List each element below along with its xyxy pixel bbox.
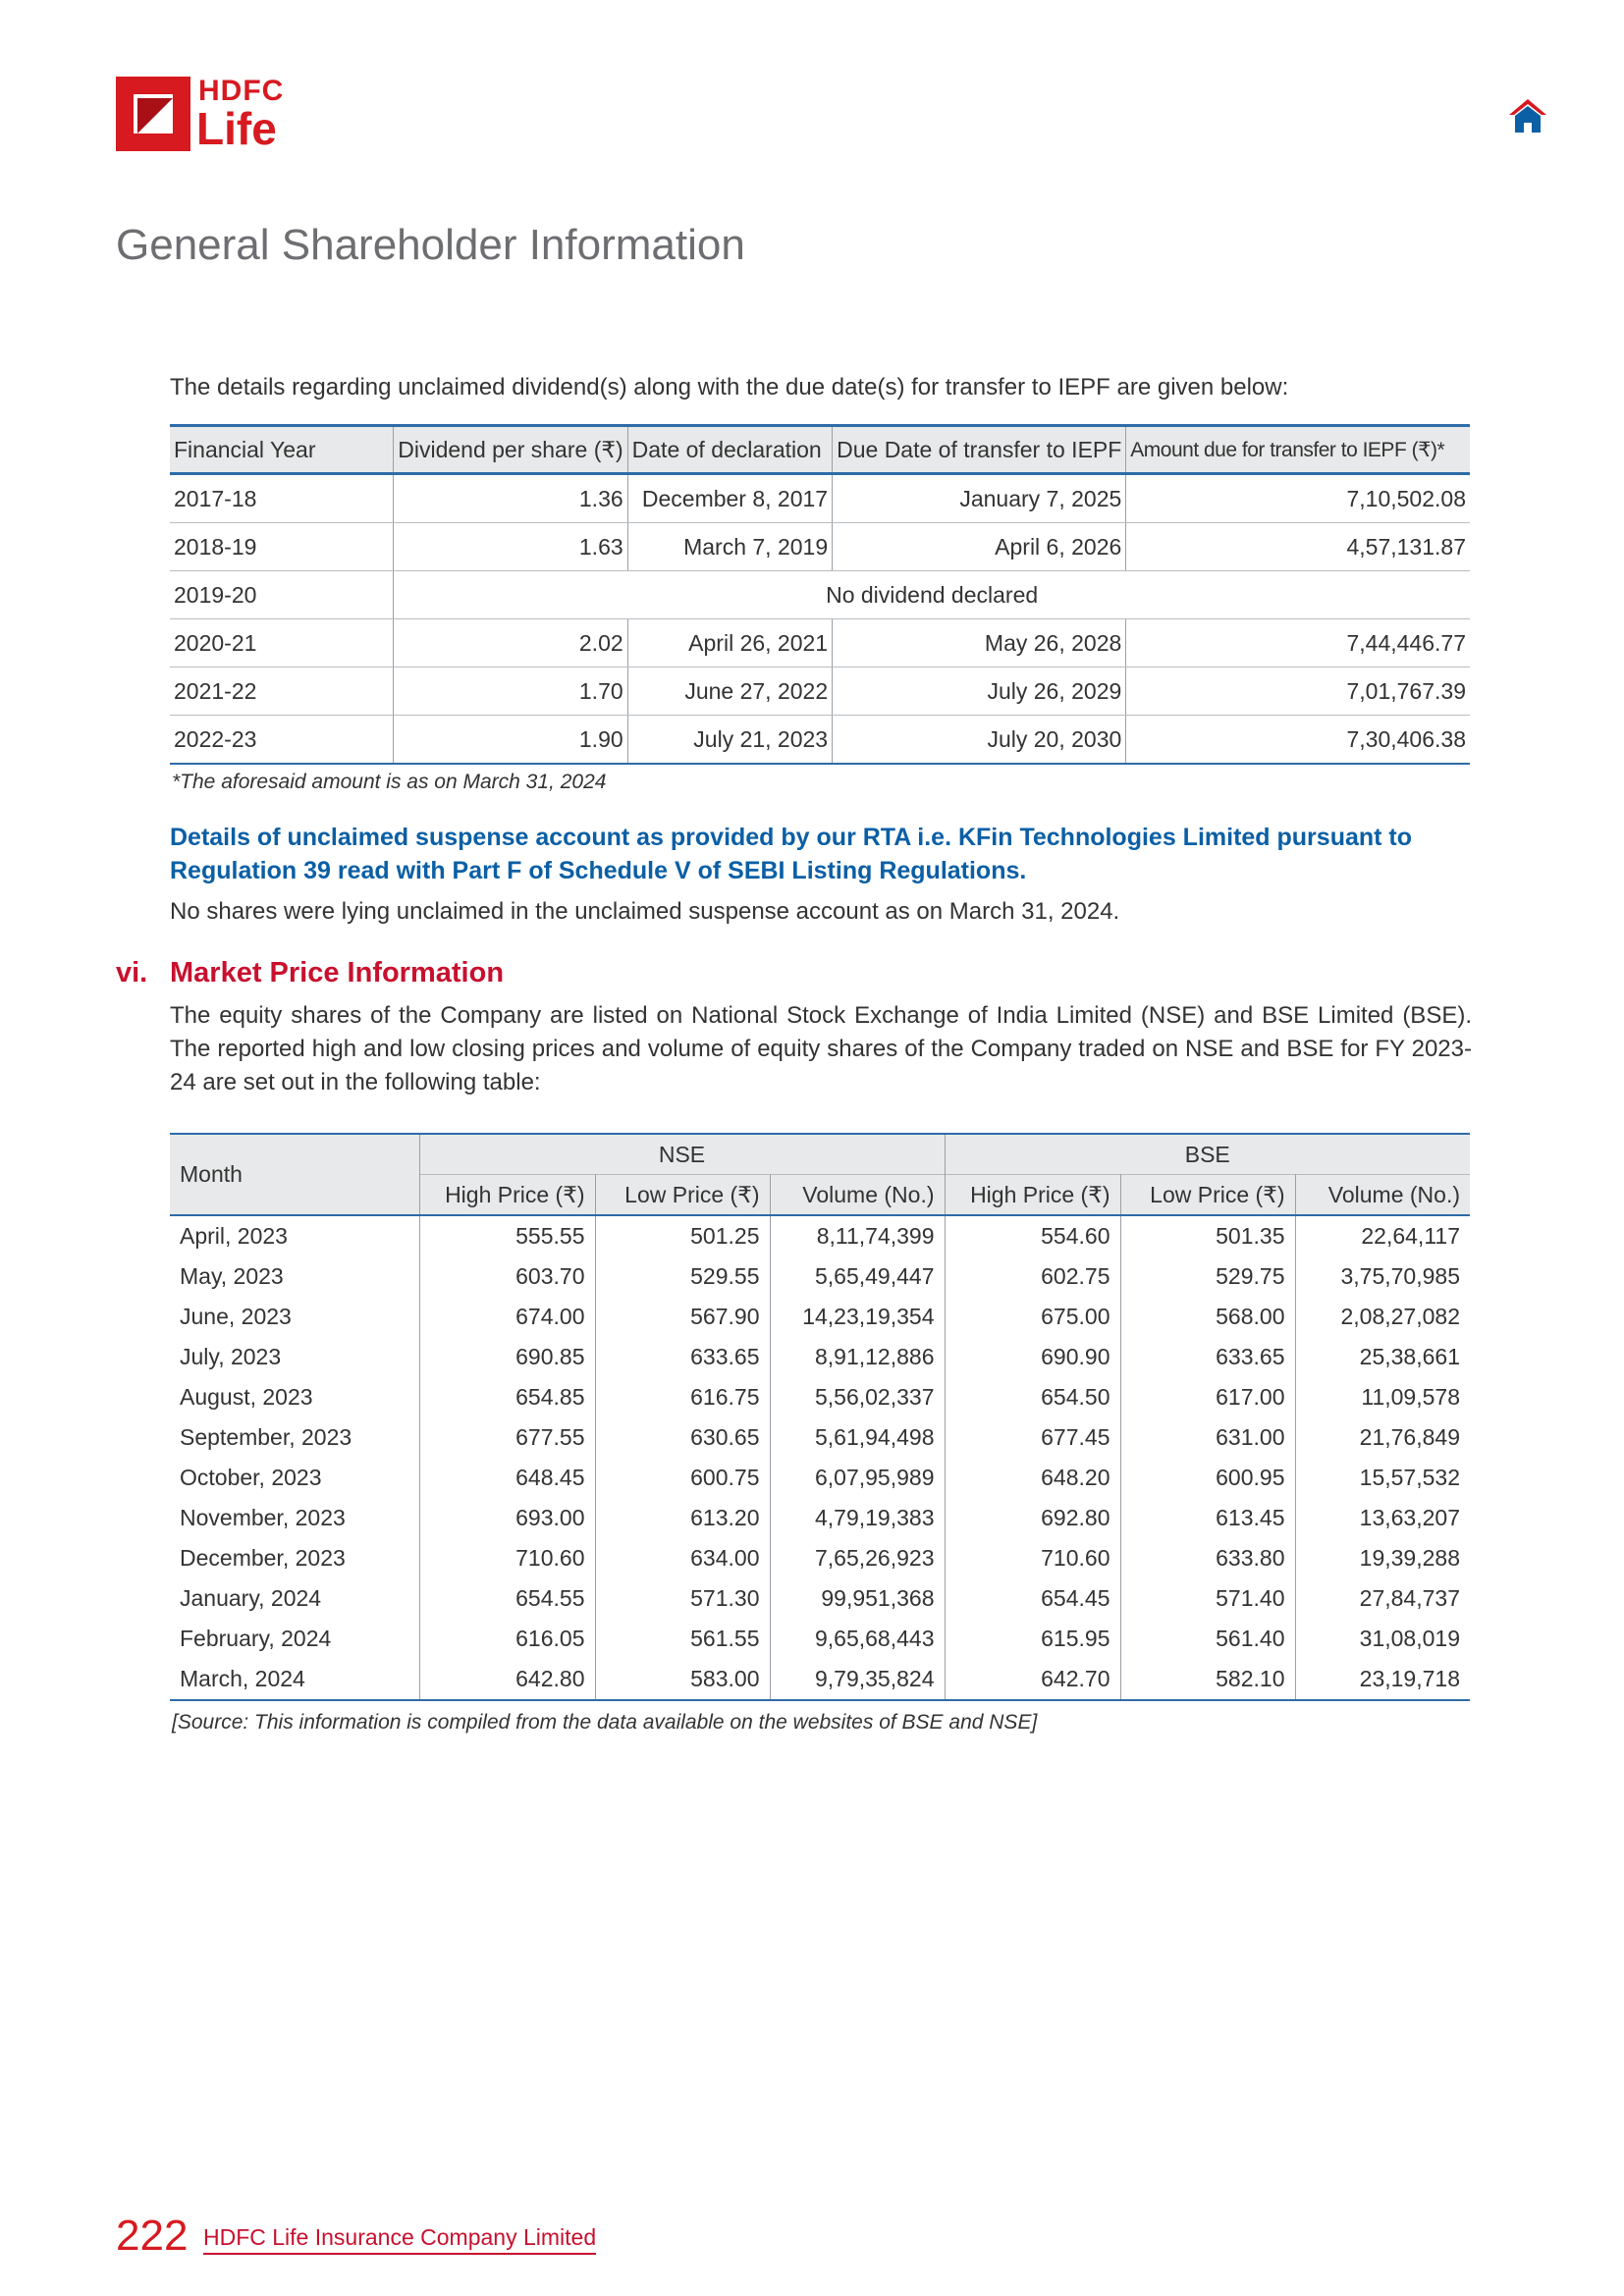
unclaimed-dividend-table <box>170 424 1470 765</box>
cell: 4,57,131.87 <box>1126 523 1470 571</box>
col-date-of-declaration: Date of declaration <box>627 426 832 474</box>
value-cell: 633.65 <box>595 1337 770 1377</box>
month-cell: October, 2023 <box>170 1458 419 1498</box>
value-cell: 571.40 <box>1120 1578 1295 1619</box>
table-row <box>170 474 1470 523</box>
value-cell: 8,91,12,886 <box>770 1337 945 1377</box>
value-cell: 9,65,68,443 <box>770 1619 945 1659</box>
month-cell: December, 2023 <box>170 1538 419 1578</box>
value-cell: 567.90 <box>595 1297 770 1337</box>
table-row <box>170 1297 1470 1337</box>
section-number: vi. <box>116 957 148 988</box>
cell: 2.02 <box>394 619 627 667</box>
value-cell: 603.70 <box>419 1256 595 1297</box>
cell: 2021-22 <box>170 667 394 716</box>
value-cell: 23,19,718 <box>1295 1659 1470 1700</box>
month-cell: January, 2024 <box>170 1578 419 1619</box>
value-cell: 648.45 <box>419 1458 595 1498</box>
market-price-body <box>170 1215 1470 1700</box>
cell: 2018-19 <box>170 523 394 571</box>
cell: June 27, 2022 <box>627 667 832 716</box>
value-cell: 582.10 <box>1120 1659 1295 1700</box>
col-bse-low: Low Price (₹) <box>1120 1175 1295 1216</box>
cell: May 26, 2028 <box>833 619 1126 667</box>
value-cell: 583.00 <box>595 1659 770 1700</box>
table-row <box>170 1377 1470 1417</box>
value-cell: 22,64,117 <box>1361 1223 1460 1249</box>
value-cell: 2,08,27,082 <box>1340 1304 1460 1329</box>
table-row <box>170 1337 1470 1377</box>
home-icon[interactable] <box>1506 96 1549 135</box>
value-cell: 642.70 <box>945 1659 1120 1700</box>
value-cell: 561.40 <box>1120 1619 1295 1659</box>
table-row <box>170 571 1470 619</box>
market-price-table <box>170 1133 1470 1701</box>
value-cell: 529.75 <box>1120 1256 1295 1297</box>
value-cell: 602.75 <box>945 1256 1120 1297</box>
value-cell: 615.95 <box>945 1619 1120 1659</box>
value-cell: 648.20 <box>945 1458 1120 1498</box>
table-row <box>170 1498 1470 1538</box>
table-row <box>170 1458 1470 1498</box>
cell: 1.70 <box>394 667 627 716</box>
value-cell: 675.00 <box>945 1297 1120 1337</box>
value-cell: 31,08,019 <box>1359 1626 1460 1651</box>
value-cell: 5,56,02,337 <box>770 1377 945 1417</box>
value-cell: 555.55 <box>419 1215 595 1256</box>
cell: April 6, 2026 <box>833 523 1126 571</box>
table-row <box>170 1256 1470 1297</box>
month-cell: August, 2023 <box>170 1377 419 1417</box>
cell: 7,44,446.77 <box>1126 619 1470 667</box>
value-cell: 15,57,532 <box>1359 1465 1460 1490</box>
value-cell: 631.00 <box>1120 1417 1295 1458</box>
table-group-header-row <box>170 1134 1470 1175</box>
value-cell: 654.50 <box>945 1377 1120 1417</box>
value-cell: 617.00 <box>1120 1377 1295 1417</box>
value-cell: 3,75,70,985 <box>1340 1263 1460 1289</box>
value-cell: 5,65,49,447 <box>770 1256 945 1297</box>
col-bse-volume: Volume (No.) <box>1295 1175 1470 1216</box>
value-cell: 11,09,578 <box>1361 1384 1460 1410</box>
value-cell: 634.00 <box>595 1538 770 1578</box>
value-cell: 571.30 <box>595 1578 770 1619</box>
col-amount-due: Amount due for transfer to IEPF (₹)* <box>1126 426 1470 474</box>
value-cell: 710.60 <box>419 1538 595 1578</box>
value-cell: 677.45 <box>945 1417 1120 1458</box>
logo-text-life: Life <box>196 103 277 154</box>
value-cell: 8,11,74,399 <box>770 1215 945 1256</box>
value-cell: 613.45 <box>1120 1498 1295 1538</box>
suspense-heading: Details of unclaimed suspense account as provided by our RTA i.e. KFin Technologies Limited pursuant to Regulation 39 read with Part F of Schedule V of SEBI Listing Regulations. <box>170 824 1413 884</box>
value-cell: 600.95 <box>1120 1458 1295 1498</box>
value-cell: 616.75 <box>595 1377 770 1417</box>
logo-mark <box>116 77 190 151</box>
table-row <box>170 667 1470 716</box>
value-cell: 616.05 <box>419 1619 595 1659</box>
table-row <box>170 1538 1470 1578</box>
value-cell: 561.55 <box>595 1619 770 1659</box>
page-title: General Shareholder Information <box>116 221 745 269</box>
month-cell: July, 2023 <box>170 1337 419 1377</box>
cell: January 7, 2025 <box>833 474 1126 523</box>
col-bse-high: High Price (₹) <box>945 1175 1120 1216</box>
cell: 2020-21 <box>170 619 394 667</box>
cell: July 26, 2029 <box>833 667 1126 716</box>
value-cell: 674.00 <box>419 1297 595 1337</box>
source-note: [Source: This information is compiled from the data available on the websites of BSE and NSE] <box>172 1711 1038 1734</box>
group-nse: NSE <box>419 1134 945 1175</box>
company-name: HDFC Life Insurance Company Limited <box>203 2222 596 2255</box>
value-cell: 554.60 <box>945 1215 1120 1256</box>
month-cell: September, 2023 <box>170 1417 419 1458</box>
value-cell: 690.85 <box>419 1337 595 1377</box>
value-cell: 4,79,19,383 <box>770 1498 945 1538</box>
table-row <box>170 1578 1470 1619</box>
value-cell: 27,84,737 <box>1359 1585 1460 1611</box>
table-row <box>170 716 1470 765</box>
market-text: The equity shares of the Company are listed on National Stock Exchange of India Limited (NSE) and BSE Limited (BSE). The reported high and low closing prices and volume of equity shares of the Company traded on NSE and BSE for FY 2023-24 are set out in the following table: <box>170 1002 1472 1095</box>
suspense-text: No shares were lying unclaimed in the unclaimed suspense account as on March 31, 2024. <box>170 898 1120 925</box>
logo-text-hdfc: HDFC <box>198 75 285 107</box>
month-cell: March, 2024 <box>170 1659 419 1700</box>
group-bse: BSE <box>945 1134 1470 1175</box>
table-row <box>170 1215 1470 1256</box>
table-row <box>170 523 1470 571</box>
cell: July 21, 2023 <box>627 716 832 765</box>
month-cell: June, 2023 <box>170 1297 419 1337</box>
month-cell: November, 2023 <box>170 1498 419 1538</box>
value-cell: 677.55 <box>419 1417 595 1458</box>
value-cell: 9,79,35,824 <box>770 1659 945 1700</box>
value-cell: 13,63,207 <box>1359 1505 1460 1530</box>
cell: March 7, 2019 <box>627 523 832 571</box>
col-dividend-per-share: Dividend per share (₹) <box>394 426 627 474</box>
value-cell: 501.35 <box>1120 1215 1295 1256</box>
value-cell: 654.85 <box>419 1377 595 1417</box>
value-cell: 529.55 <box>595 1256 770 1297</box>
value-cell: 654.55 <box>419 1578 595 1619</box>
col-month: Month <box>170 1134 419 1215</box>
month-cell: April, 2023 <box>170 1215 419 1256</box>
table-row <box>170 1417 1470 1458</box>
cell: 2017-18 <box>170 474 394 523</box>
value-cell: 6,07,95,989 <box>770 1458 945 1498</box>
cell: 7,10,502.08 <box>1126 474 1470 523</box>
page-number: 222 <box>116 2212 189 2260</box>
cell: 1.90 <box>394 716 627 765</box>
table-row <box>170 1659 1470 1700</box>
month-cell: February, 2024 <box>170 1619 419 1659</box>
value-cell: 568.00 <box>1120 1297 1295 1337</box>
value-cell: 25,38,661 <box>1359 1344 1460 1369</box>
value-cell: 7,65,26,923 <box>770 1538 945 1578</box>
cell: April 26, 2021 <box>627 619 832 667</box>
col-nse-low: Low Price (₹) <box>595 1175 770 1216</box>
value-cell: 692.80 <box>945 1498 1120 1538</box>
hdfc-life-logo <box>116 77 312 165</box>
month-cell: May, 2023 <box>170 1256 419 1297</box>
value-cell: 14,23,19,354 <box>770 1297 945 1337</box>
table-row <box>170 1619 1470 1659</box>
value-cell: 630.65 <box>595 1417 770 1458</box>
value-cell: 19,39,288 <box>1359 1545 1460 1571</box>
cell: 7,30,406.38 <box>1126 716 1470 765</box>
cell: 1.63 <box>394 523 627 571</box>
value-cell: 99,951,368 <box>770 1578 945 1619</box>
cell: 2019-20 <box>170 571 394 619</box>
dividend-footnote: *The aforesaid amount is as on March 31, 2024 <box>172 771 607 793</box>
value-cell: 613.20 <box>595 1498 770 1538</box>
cell: 2022-23 <box>170 716 394 765</box>
col-nse-volume: Volume (No.) <box>770 1175 945 1216</box>
value-cell: 5,61,94,498 <box>770 1417 945 1458</box>
col-financial-year: Financial Year <box>170 426 394 474</box>
value-cell: 654.45 <box>945 1578 1120 1619</box>
value-cell: 633.65 <box>1120 1337 1295 1377</box>
value-cell: 633.80 <box>1120 1538 1295 1578</box>
value-cell: 690.90 <box>945 1337 1120 1377</box>
value-cell: 501.25 <box>595 1215 770 1256</box>
value-cell: 693.00 <box>419 1498 595 1538</box>
intro-text: The details regarding unclaimed dividend(s) along with the due date(s) for transfer to IEPF are given below: <box>170 374 1289 400</box>
cell: 7,01,767.39 <box>1126 667 1470 716</box>
cell: December 8, 2017 <box>627 474 832 523</box>
no-dividend-cell: No dividend declared <box>394 571 1470 619</box>
table-header-row <box>170 426 1470 474</box>
value-cell: 21,76,849 <box>1359 1424 1460 1450</box>
table-row <box>170 619 1470 667</box>
col-nse-high: High Price (₹) <box>419 1175 595 1216</box>
col-due-date: Due Date of transfer to IEPF <box>833 426 1126 474</box>
value-cell: 600.75 <box>595 1458 770 1498</box>
value-cell: 710.60 <box>945 1538 1120 1578</box>
cell: July 20, 2030 <box>833 716 1126 765</box>
section-title: Market Price Information <box>170 957 505 988</box>
cell: 1.36 <box>394 474 627 523</box>
value-cell: 642.80 <box>419 1659 595 1700</box>
